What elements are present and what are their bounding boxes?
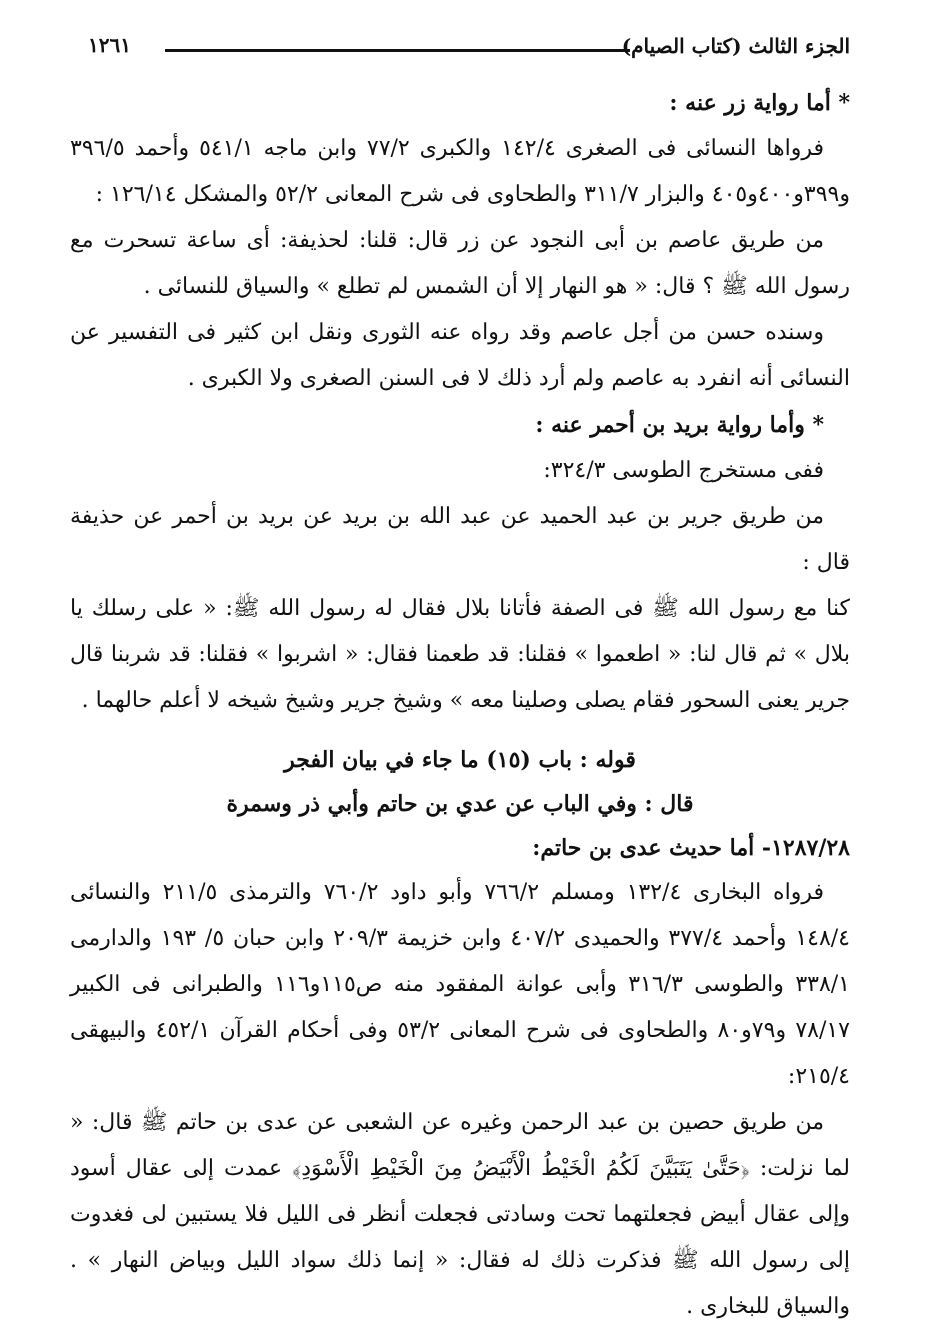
hadith-heading: ١٢٨٧/٢٨- أما حديث عدى بن حاتم: bbox=[532, 835, 850, 861]
paragraph-jarir-report: كنا مع رسول الله ﷺ فى الصفة فأتانا بلال فقال له رسول الله ﷺ: « على رسلك يا بلال » ثم قال لنا: « اطعموا » فقلنا: قد طعمنا فقال: « اشربوا » فقلنا: قد شربنا قال جرير يعنى السحور فقام يصلى وصلينا معه » وشيخ جرير وشيخ شيخه لا أعلم حالهما . bbox=[70, 596, 850, 713]
paragraph-tusi-reference: ففى مستخرج الطوسى ٣٢٤/٣: bbox=[543, 458, 824, 483]
chapter-title: قوله : باب (١٥) ما جاء في بيان الفجر bbox=[284, 747, 636, 773]
page-header bbox=[70, 28, 850, 68]
paragraph-asim-chain: من طريق عاصم بن أبى النجود عن زر قال: قلنا: لحذيفة: أى ساعة تسحرت مع رسول الله ﷺ ؟ قال: « هو النهار إلا أن الشمس لم تطلع » والسياق للنسائى . bbox=[70, 228, 850, 299]
chapter-subtitle: قال : وفي الباب عن عدي بن حاتم وأبي ذر وسمرة bbox=[226, 791, 694, 817]
page bbox=[70, 28, 850, 1319]
paragraph-adi-report: من طريق حصين بن عبد الرحمن وغيره عن الشعبى عن عدى بن حاتم ﷺ قال: « لما نزلت: ﴿حَتَّىٰ يَتَبَيَّنَ لَكُمُ الْخَيْطُ الْأَبْيَضُ مِنَ الْخَيْطِ الْأَسْوَدِ﴾ عمدت إلى عقال أسود وإلى عقال أبيض فجعلتهما تحت وسادتى فجعلت أنظر فى الليل فلا يستبين لى فغدوت إلى رسول الله ﷺ فذكرت ذلك له فقال: « إنما ذلك سواد الليل وبياض النهار » . والسياق للبخارى . bbox=[70, 1110, 850, 1319]
section-heading-zir: * أما رواية زر عنه : bbox=[669, 90, 850, 116]
paragraph-jarir-chain: من طريق جرير بن عبد الحميد عن عبد الله بن بريد عن بريد بن أحمر عن حذيفة قال : bbox=[70, 504, 850, 575]
running-head: الجزء الثالث (كتاب الصيام) bbox=[621, 34, 850, 58]
section-heading-burayd: * وأما رواية بريد بن أحمر عنه : bbox=[535, 412, 824, 438]
page-body bbox=[70, 80, 850, 1319]
header-rule bbox=[165, 49, 630, 52]
page-number: ١٢٦١ bbox=[88, 33, 131, 57]
paragraph-zir-sources: فرواها النسائى فى الصغرى ١٤٢/٤ والكبرى ٧٧/٢ وابن ماجه ٥٤١/١ وأحمد ٣٩٦/٥ و٣٩٩و٤٠٠و٤٠٥ والبزار ٣١١/٧ والطحاوى فى شرح المعانى ٥٢/٢ والمشكل ١٢٦/١٤ : bbox=[70, 136, 850, 207]
paragraph-hasan-note: وسنده حسن من أجل عاصم وقد رواه عنه الثورى ونقل ابن كثير فى التفسير عن النسائى أنه انفرد به عاصم ولم أرد ذلك لا فى السنن الصغرى ولا الكبرى . bbox=[70, 320, 850, 391]
section-gap bbox=[70, 724, 850, 738]
paragraph-adi-sources: فرواه البخارى ١٣٢/٤ ومسلم ٧٦٦/٢ وأبو داود ٧٦٠/٢ والترمذى ٢١١/٥ والنسائى ١٤٨/٤ وأحمد ٣٧٧/٤ والحميدى ٤٠٧/٢ وابن خزيمة ٢٠٩/٣ وابن حبان ٥/ ١٩٣ والدارمى ٣٣٨/١ والطوسى ٣١٦/٣ وأبى عوانة المفقود منه ص١١٥و١١٦ والطبرانى فى الكبير ٧٨/١٧ و٧٩و٨٠ والطحاوى فى شرح المعانى ٥٣/٢ وفى أحكام القرآن ٤٥٢/١ والبيهقى ٢١٥/٤: bbox=[70, 880, 850, 1089]
